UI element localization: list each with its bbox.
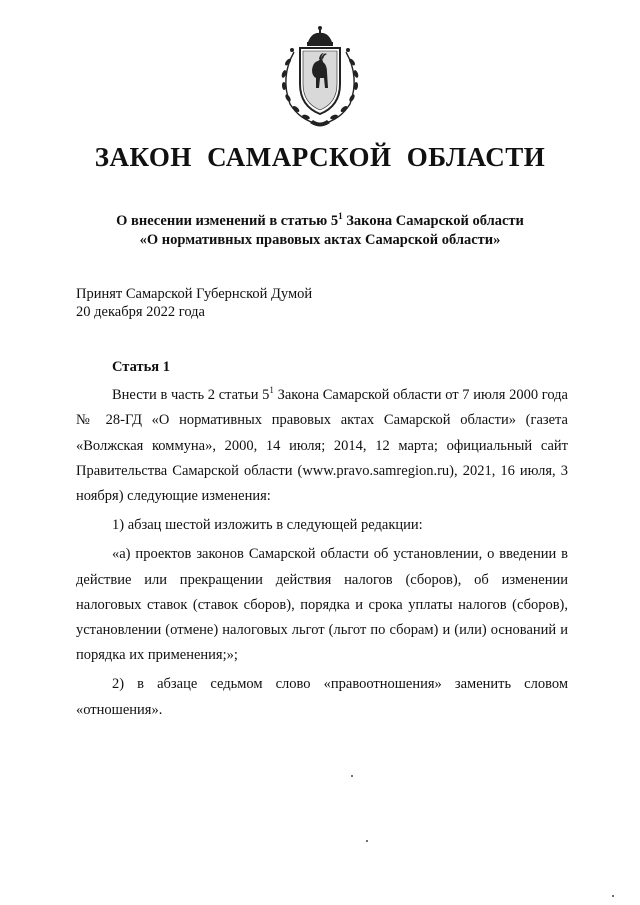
paragraph-text: Внести в часть 2 статьи 5: [112, 387, 270, 404]
law-subject-text: О внесении изменений в статью 5: [116, 213, 339, 229]
article-superscript: 1: [338, 211, 343, 222]
law-title: ЗАКОН САМАРСКОЙ ОБЛАСТИ: [94, 142, 546, 172]
law-subject: [60, 212, 580, 250]
scan-artifact: [612, 895, 614, 897]
article-superscript: 1: [269, 385, 274, 396]
law-subject-line-2: «О нормативных правовых актах Самарской области»: [139, 232, 501, 248]
amendment-item-1: 1) абзац шестой изложить в следующей редакции:: [112, 517, 423, 534]
paragraph-text: Закона Самарской области от 7 июля 2000 года № 28-ГД «О нормативных правовых актах Самарской области» (газета «Волжская коммуна», 2000, 14 июля; 2014, 12 марта; официальный сайт Правительства Самарской области (www.pravo.samregion.ru), 2021, 16 июля, 3 ноября) следующие изменения:: [76, 387, 568, 505]
amendment-item-2: 2) в абзаце седьмом слово «правоотношения» заменить словом «отношения».: [76, 676, 568, 718]
law-subject-line-1: [60, 212, 580, 231]
law-subject-text: Закона Самарской области: [342, 213, 524, 229]
scan-artifact: [351, 775, 353, 777]
article-intro-paragraph: [76, 383, 568, 509]
article-body: [76, 355, 568, 723]
scan-artifact: [366, 840, 368, 842]
amendment-item-1-quote: «а) проектов законов Самарской области об установлении, о введении в действие или прекращении действия налогов (сборов), об изменении налоговых ставок (ставок сборов), порядка и срока уплаты налогов (сборов), установлении (отмене) налоговых льгот (льгот по сборам) и (или) оснований и порядка их применения;»;: [76, 546, 568, 664]
adoption-date: 20 декабря 2022 года: [76, 304, 205, 320]
samara-region-coat-of-arms-icon: [272, 22, 368, 130]
article-heading: Статья 1: [112, 359, 170, 375]
adoption-body: Принят Самарской Губернской Думой: [76, 286, 313, 302]
adoption-info: [76, 285, 476, 321]
